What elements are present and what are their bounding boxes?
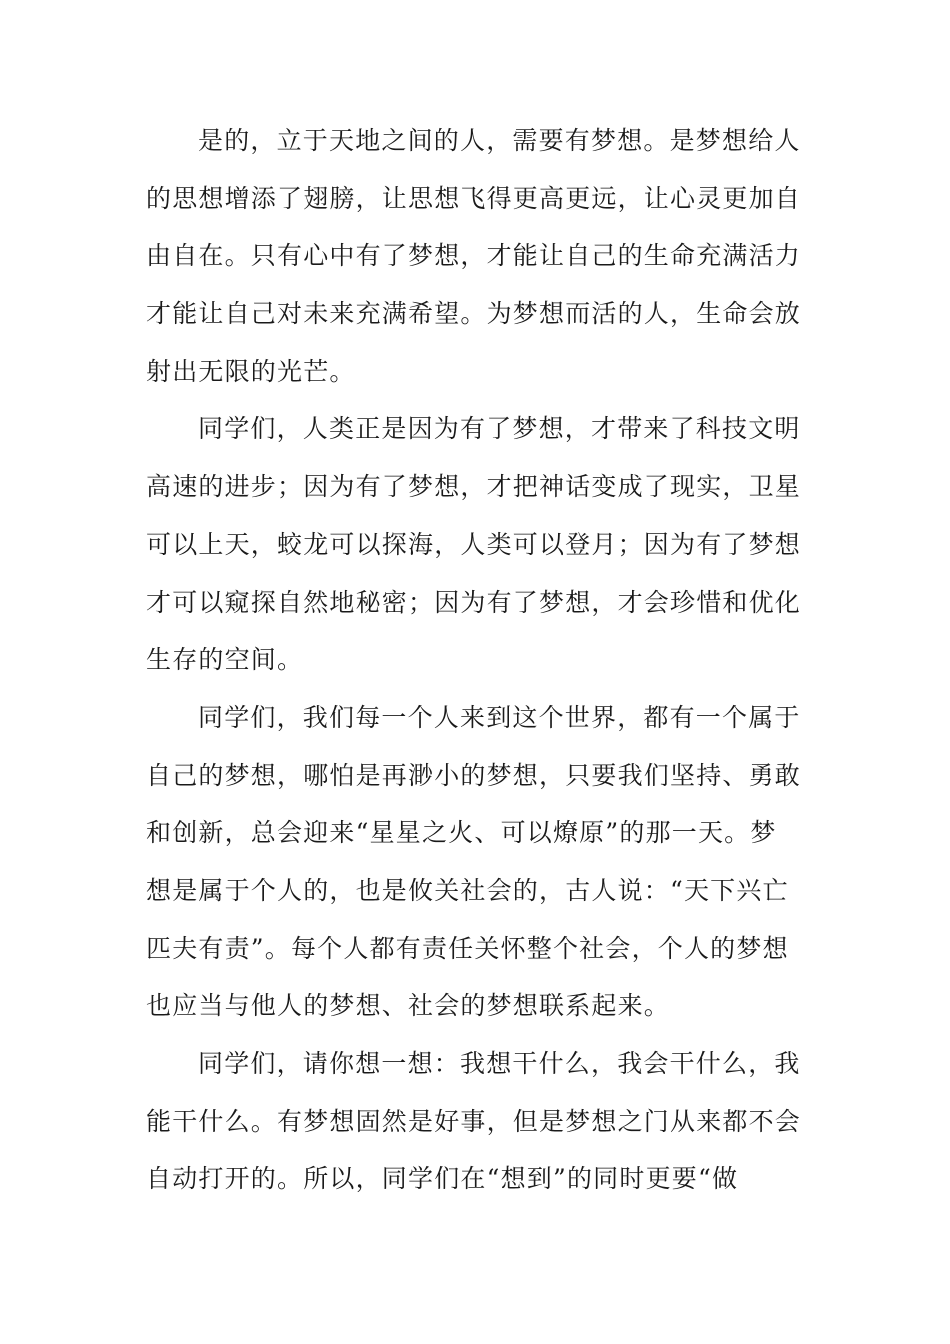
text-line: 自动打开的。所以，同学们在“想到”的同时更要“做 [146, 1164, 739, 1194]
text-line: 才能让自己对未来充满希望。为梦想而活的人，生命会放 [146, 299, 802, 329]
text-line: 生存的空间。 [146, 645, 304, 675]
text-line: 是的，立于天地之间的人，需要有梦想。是梦想给人 [198, 126, 801, 155]
text-line: 同学们，我们每一个人来到这个世界，都有一个属于 [198, 702, 801, 732]
text-line: 由自在。只有心中有了梦想，才能让自己的生命充满活力 [146, 241, 802, 271]
text-line: 和创新，总会迎来“星星之火、可以燎原”的那一天。梦 [146, 818, 777, 848]
text-line: 可以上天，蛟龙可以探海，人类可以登月；因为有了梦想 [146, 529, 802, 559]
text-line: 同学们，人类正是因为有了梦想，才带来了科技文明 [198, 414, 801, 444]
document-body [146, 112, 806, 1208]
text-line: 也应当与他人的梦想、社会的梦想联系起来。 [146, 991, 671, 1021]
paragraph [146, 400, 806, 688]
text-line: 自己的梦想，哪怕是再渺小的梦想，只要我们坚持、勇敢 [146, 760, 802, 790]
text-line: 高速的进步；因为有了梦想，才把神话变成了现实，卫星 [146, 472, 802, 502]
text-line: 射出无限的光芒。 [146, 356, 356, 386]
text-line: 能干什么。有梦想固然是好事，但是梦想之门从来都不会 [146, 1106, 802, 1136]
paragraph [146, 1035, 806, 1208]
text-line: 匹夫有责”。每个人都有责任关怀整个社会，个人的梦想 [146, 933, 789, 963]
text-line: 同学们，请你想一想：我想干什么，我会干什么，我 [198, 1049, 801, 1078]
text-line: 的思想增添了翅膀，让思想飞得更高更远，让心灵更加自 [146, 183, 802, 213]
text-line: 才可以窥探自然地秘密；因为有了梦想，才会珍惜和优化 [146, 587, 802, 617]
text-line: 想是属于个人的，也是攸关社会的，古人说：“天下兴亡 [146, 875, 789, 905]
paragraph [146, 112, 806, 400]
paragraph [146, 689, 806, 1035]
